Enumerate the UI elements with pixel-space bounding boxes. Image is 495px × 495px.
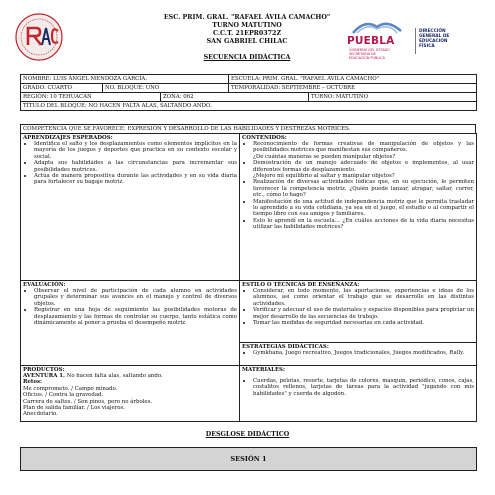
expected-learning-item: • Actúa de manera propositiva durante las actividades y en su vida diaria para fortalecer su bagaje motriz. (34, 173, 237, 186)
session-header: SESIÓN 1 (20, 447, 477, 471)
products-line-text: No hacen falta alas, saltando ando. (64, 372, 163, 379)
grade: GRADO: CUARTO (21, 84, 103, 93)
contents-item: ¿Mejoro mi equilibrio al saltar y manipular objetos? (253, 172, 395, 179)
dept-line: FÍSICA (419, 44, 435, 50)
competency: COMPETENCIA QUE SE FAVORECE: EXPRESIÓN Y DESARROLLO DE LAS HABILIDADES Y DESTREZAS MOTRICES. (21, 125, 476, 134)
dept-line: DIRECCIÓN (419, 29, 446, 34)
products-line-bold: AVENTURA 1. (23, 372, 65, 379)
teaching-style-item: • Verificar y adecuar el uso de materiales y espacios disponibles para propiciar un mejor desarrollo de las secuencias de trabajo. (253, 307, 474, 320)
products-line-bold: Retos: (23, 379, 43, 386)
header-line: TURNO MATUTINO (212, 21, 282, 29)
contents-item: • Esto lo aprendí en la escuela… ¿En cuáles acciones de la vida diaria necesitas utilizar las habilidades motrices? (253, 218, 474, 231)
contents-item: ¿De cuántas maneras se pueden manipular objetos? (253, 153, 396, 160)
header-line: ESC. PRIM. GRAL. "RAFAEL ÁVILA CAMACHO" (163, 14, 331, 21)
puebla-brand: PUEBLA (347, 35, 395, 47)
teaching-style-item: • Considerar, en todo momento, las aportaciones, experiencias e ideas de los alumnos, así como orientar el trabajo que se desarrolle en las distintas actividades. (253, 288, 474, 307)
school-logo (14, 12, 64, 62)
products-line: Carrera de saltos. / Son pinos, pero no árboles. (23, 398, 153, 405)
logo-divider (415, 28, 416, 54)
info-table (20, 74, 477, 111)
contents-item: • Realización de diversas actividades lúdicas que, en su ejecución, le permiten favorecer la competencia motriz. ¿Quién puede lanzar, atrapar, saltar, correr, etc., cómo lo hago? (253, 179, 474, 198)
block-title: TÍTULO DEL BLOQUE: NO HACEN FALTA ALAS, SALTANDO ANDO. (21, 102, 477, 111)
contents-item: • Demostración de un manejo adecuado de objetos e implementos, al usar diferentes formas de desplazamiento. (253, 160, 474, 173)
dept-line: EDUCACIÓN (419, 39, 448, 45)
teaching-style-item: • Tomar las medidas de seguridad necesarias en cada actividad. (253, 320, 474, 326)
expected-learning-item: • Identifica el salto y los desplazamientos como elementos implícitos en la mayoría de los juegos y deportes que practica en su contexto escolar y social. (34, 141, 237, 160)
strategies-cell (240, 343, 477, 366)
contents-title: CONTENIDOS: (242, 134, 287, 141)
puebla-sub-line: EDUCACIÓN PÚBLICA (349, 56, 385, 60)
puebla-emblem-icon (347, 17, 407, 35)
shift: TURNO: MATUTINO (309, 93, 477, 102)
dept-line: GENERAL DE (419, 34, 450, 40)
materials-title: MATERIALES: (242, 366, 285, 373)
school-header (120, 14, 374, 46)
products-cell (21, 366, 240, 422)
zone: ZONA: 062 (161, 93, 309, 102)
products-title: PRODUCTOS: (23, 366, 65, 373)
expected-learning-title: APRENDIZAJES ESPERADOS: (23, 134, 113, 141)
region: REGIÓN: 10 TEHUACÁN (21, 93, 161, 102)
document-title: SECUENCIA DIDÁCTICA (203, 54, 291, 61)
expected-learning-item: • Adapta sus habilidades a las circunstancias para incrementar sus posibilidades motrices. (34, 160, 237, 173)
block-number: NO. BLOQUE: UNO (103, 84, 229, 93)
teaching-style-title: ESTILO O TÉCNICAS DE ENSEÑANZA: (242, 281, 360, 288)
didactic-breakdown-title: DESGLOSE DIDÁCTICO (205, 431, 290, 438)
contents-item: • Manifestación de una actitud de independencia motriz que le permita trasladar lo aprendido a su vida cotidiana, ya sea en el juego, el estudio o al compartir el tiempo libre con sus amigos y familiares. (253, 199, 474, 218)
evaluation-item: • Observar el nivel de participación de cada alumno en actividades grupales y determinar sus avances en el manejo y control de diversos objetos. (34, 288, 237, 307)
products-line: Plan de salida familiar. / Los viajeros. (23, 404, 126, 411)
school-name: ESCUELA: PRIM. GRAL. "RAFAEL ÁVILA CAMACHO" (229, 75, 477, 84)
contents-cell (240, 134, 477, 281)
products-line: Anecdotario. (23, 411, 58, 418)
materials-item: • Cuerdas, pelotas, resorte, tarjetas de colores, masquin, periódico, conos, cajas, costalitos rellenos, tarjetas de tareas para la actividad "jugando con mis habilidades" y cuerda de algodón. (253, 378, 474, 397)
products-line: Oficios. / Contra la gravedad. (23, 392, 104, 399)
teacher-name: NOMBRE: LUIS ÁNGEL MENDOZA GARCÍA. (21, 75, 229, 84)
period: TEMPORALIDAD: SEPTIEMBRE – OCTUBRE (229, 84, 477, 93)
evaluation-cell (21, 281, 240, 366)
puebla-sub (349, 48, 390, 60)
content-table (20, 133, 477, 422)
puebla-sub-line: SECRETARÍA DE (349, 52, 376, 56)
materials-cell (240, 366, 477, 422)
header-line: SAN GABRIEL CHILAC (206, 37, 288, 45)
products-line: Me comprometo. / Campo minado. (23, 385, 118, 392)
contents-item: • Reconocimiento de formas creativas de manipulación de objetos y las posibilidades motrices que manifiestan sus compañeros. (253, 141, 474, 154)
puebla-logo (347, 18, 475, 58)
header-line: C.C.T. 21EPR0372Z (212, 29, 282, 37)
strategies-title: ESTRATEGIAS DIDÁCTICAS: (242, 343, 329, 350)
expected-learning-cell (21, 134, 240, 281)
evaluation-title: EVALUACIÓN: (23, 281, 66, 288)
puebla-sub-line: GOBIERNO DEL ESTADO (349, 48, 390, 52)
strategies-item: • Gymkhana, Juego recreativo, Juegos tradicionales, Juegos modificados, Rally. (253, 350, 474, 356)
department-name (419, 29, 449, 49)
teaching-style-cell (240, 281, 477, 343)
evaluation-item: • Registrar en una hoja de seguimiento las posibilidades motoras de desplazamiento y las formas de controlar su cuerpo, tanto estática como dinámicamente al poner a prueba el desempeño motriz. (34, 307, 237, 326)
